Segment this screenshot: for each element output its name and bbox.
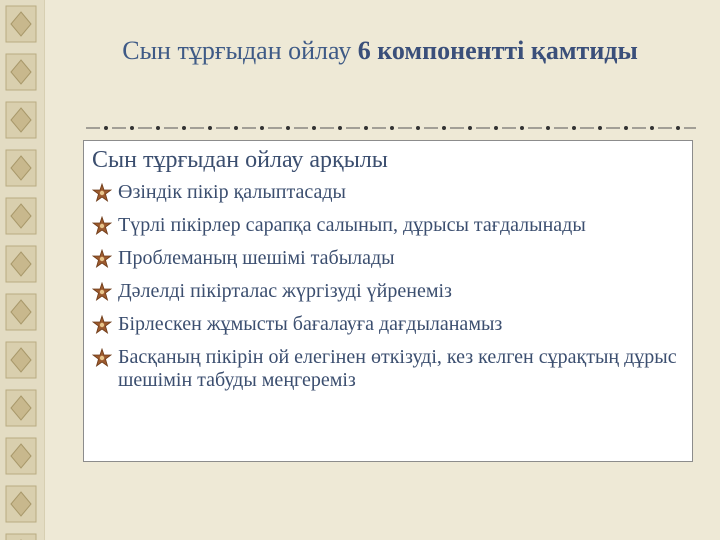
dash-dot (104, 126, 108, 130)
border-pattern (0, 0, 44, 540)
dash-dot (208, 126, 212, 130)
dash-dot (312, 126, 316, 130)
dash-dot (234, 126, 238, 130)
star-bullet-icon (92, 183, 112, 203)
decorative-dash-line (86, 122, 696, 134)
list-item-text: Проблеманың шешiмi табылады (118, 247, 395, 269)
star-bullet-icon (92, 249, 112, 269)
list-item-text: Өзiндiк пiкiр қалыптасады (118, 181, 346, 203)
border-tile (6, 534, 36, 540)
dash-dot (598, 126, 602, 130)
dash-dot (364, 126, 368, 130)
dash-dot (520, 126, 524, 130)
dash-dot (494, 126, 498, 130)
dash-dot (676, 126, 680, 130)
dash-dot (338, 126, 342, 130)
list-item (92, 247, 688, 270)
dash-dot (416, 126, 420, 130)
dash-dot (260, 126, 264, 130)
slide-title (60, 36, 700, 66)
star-bullet-icon (92, 348, 112, 368)
dash-dot (650, 126, 654, 130)
dash-dot (442, 126, 446, 130)
star-bullet-icon (92, 315, 112, 335)
decorative-left-border (0, 0, 45, 540)
list-item (92, 346, 688, 392)
dash-dot (130, 126, 134, 130)
dash-dot (468, 126, 472, 130)
star-bullet-icon (92, 282, 112, 302)
content-box (83, 140, 693, 462)
list-item (92, 181, 688, 204)
dash-dot (390, 126, 394, 130)
dash-dot (624, 126, 628, 130)
title-regular-text: Сын тұрғыдан ойлау (122, 36, 358, 65)
bullet-list (92, 181, 688, 402)
list-item (92, 280, 688, 303)
star-bullet-icon (92, 216, 112, 236)
list-item (92, 313, 688, 336)
list-item-text: Бiрлескен жұмысты бағалауға дағдыланамыз (118, 313, 503, 335)
dash-dot (286, 126, 290, 130)
dash-dot (156, 126, 160, 130)
list-item-text: Дәлелдi пiкiрталас жүргiзудi үйренемiз (118, 280, 452, 302)
dash-dot (572, 126, 576, 130)
list-item (92, 214, 688, 237)
list-item-text: Түрлi пiкiрлер сарапқа салынып, дұрысы тағдалынады (118, 214, 586, 236)
content-heading: Сын тұрғыдан ойлау арқылы (92, 147, 388, 173)
dash-dot (546, 126, 550, 130)
dash-dot (182, 126, 186, 130)
list-item-text: Басқаның пiкiрiн ой елегiнен өткiзудi, кез келген сұрақтың дұрыс шешiмiн табуды меңгеремiз (118, 346, 677, 391)
title-bold-text: 6 компоненттi қамтиды (357, 36, 638, 65)
